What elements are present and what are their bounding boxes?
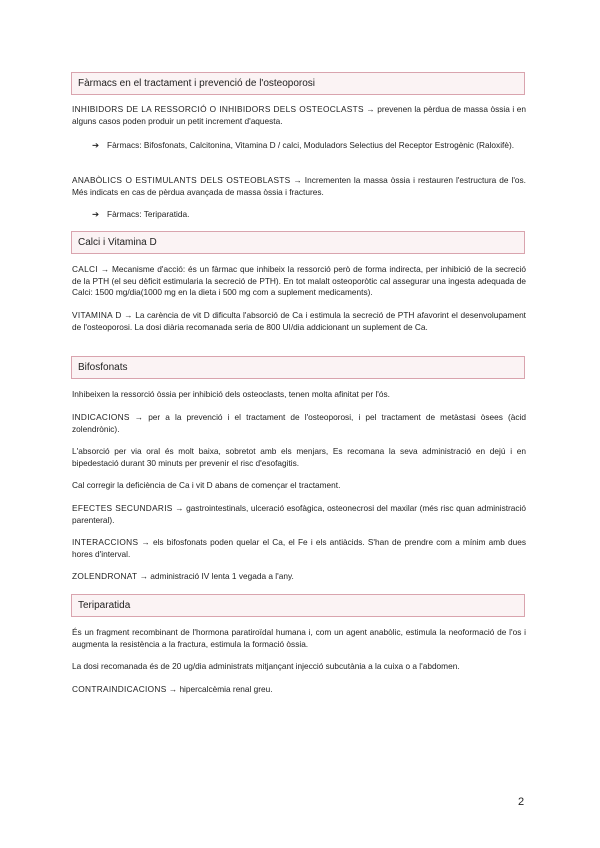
term-calci: CALCI bbox=[72, 264, 98, 274]
text-inhibidors: → prevenen la pèrdua de massa òssia i en alguns casos poden produir un petit increment d'aquesta. bbox=[72, 104, 526, 126]
paragraph-interaccions bbox=[72, 537, 526, 560]
text-indicacions: → per a la prevenció i el tractament de l'osteoporosi, i pel tractament de metàstasi òsees (àcid zolendrònic). bbox=[72, 412, 526, 434]
term-contraindicacions: CONTRAINDICACIONS bbox=[72, 684, 167, 694]
paragraph-absorcio: L'absorció per via oral és molt baixa, sobretot amb els menjars, Es recomana la seva administració en dejú i en bipedestació durant 30 minuts per prevenir el risc d'esofagitis. bbox=[72, 446, 526, 468]
paragraph-bifosfonats-intro: Inhibeixen la ressorció òssia per inhibició dels osteoclasts, tenen molta afinitat per l'ós. bbox=[72, 389, 390, 399]
paragraph-deficiencia: Cal corregir la deficiència de Ca i vit D abans de començar el tractament. bbox=[72, 480, 341, 490]
term-vitamina-d: VITAMINA D bbox=[72, 310, 122, 320]
text-zolendronat: → administració IV lenta 1 vegada a l'any. bbox=[137, 571, 294, 581]
paragraph-vitamina-d bbox=[72, 310, 526, 333]
page-number: 2 bbox=[518, 796, 525, 808]
bullet-farmacs-anabolics bbox=[92, 209, 526, 221]
paragraph-efectes bbox=[72, 503, 526, 526]
section-title-calci: Calci i Vitamina D bbox=[71, 231, 525, 254]
paragraph-teriparatida-dosi: La dosi recomanada és de 20 ug/dia administrats mitjançant injecció subcutània a la cuixa o a l'abdomen. bbox=[72, 661, 460, 671]
section-title-farmacs: Fàrmacs en el tractament i prevenció de l'osteoporosi bbox=[71, 72, 525, 95]
term-interaccions: INTERACCIONS bbox=[72, 537, 139, 547]
paragraph-contraindicacions bbox=[72, 684, 526, 696]
text-efectes: → gastrointestinals, ulceració esofàgica, osteonecrosi del maxilar (més risc quan administració parenteral). bbox=[72, 503, 527, 525]
paragraph-calci bbox=[72, 264, 526, 299]
section-title-bifosfonats: Bifosfonats bbox=[71, 356, 525, 379]
text-interaccions: → els bifosfonats poden quelar el Ca, el Fe i els antiàcids. S'han de prendre com a mínim amb dues hores d'interval. bbox=[72, 537, 526, 559]
text-contraindicacions: → hipercalcèmia renal greu. bbox=[166, 684, 273, 694]
term-efectes: EFECTES SECUNDARIS bbox=[72, 503, 173, 513]
text-vitamina-d: → La carència de vit D dificulta l'absorció de Ca i estimula la secreció de PTH afavorint el desenvolupament de l'osteoporosi. La dosi diària recomanada seria de 800 UI/dia addicionant un suplement de Ca. bbox=[72, 310, 526, 332]
section-title-teriparatida: Teriparatida bbox=[71, 594, 525, 617]
bullet-text: Fàrmacs: Teriparatida. bbox=[107, 209, 190, 219]
term-anabolics: ANABÒLICS O ESTIMULANTS DELS OSTEOBLASTS bbox=[72, 175, 291, 185]
paragraph-indicacions bbox=[72, 412, 526, 435]
term-inhibidors: INHIBIDORS DE LA RESSORCIÓ O INHIBIDORS DELS OSTEOCLASTS bbox=[72, 104, 364, 114]
paragraph-teriparatida-intro: És un fragment recombinant de l'hormona paratiroïdal humana i, com un agent anabòlic, estimula la neoformació de l'os i augmenta la resistència a la fractura, estimula la formació òssia. bbox=[72, 627, 526, 649]
term-indicacions: INDICACIONS bbox=[72, 412, 130, 422]
text-calci: → Mecanisme d'acció: és un fàrmac que inhibeix la ressorció però de forma indirecta, per inhibició de la secreció de la PTH (el seu dèficit estimularia la secreció de PTH). En tot malalt osteoporòtic cal assegurar una ingesta adequada de Calci: 1500 mg/dia(1000 mg en la dieta i 500 mg com a suplement medicaments). bbox=[72, 264, 526, 297]
arrow-bullet-icon: ➔ bbox=[92, 209, 99, 219]
arrow-bullet-icon: ➔ bbox=[92, 140, 99, 150]
paragraph-anabolics bbox=[72, 175, 526, 198]
bullet-farmacs-inhibidors bbox=[92, 140, 526, 152]
paragraph-zolendronat bbox=[72, 571, 526, 583]
term-zolendronat: ZOLENDRONAT bbox=[72, 571, 138, 581]
paragraph-inhibidors bbox=[72, 104, 526, 127]
text-anabolics: → Incrementen la massa òssia i restauren l'estructura de l'os. Més indicats en cas de pèrdua avançada de massa òssia i fractures. bbox=[72, 175, 526, 197]
bullet-text: Fàrmacs: Bifosfonats, Calcitonina, Vitamina D / calci, Moduladors Selectius del Receptor Estrogènic (Raloxifè). bbox=[107, 140, 515, 150]
